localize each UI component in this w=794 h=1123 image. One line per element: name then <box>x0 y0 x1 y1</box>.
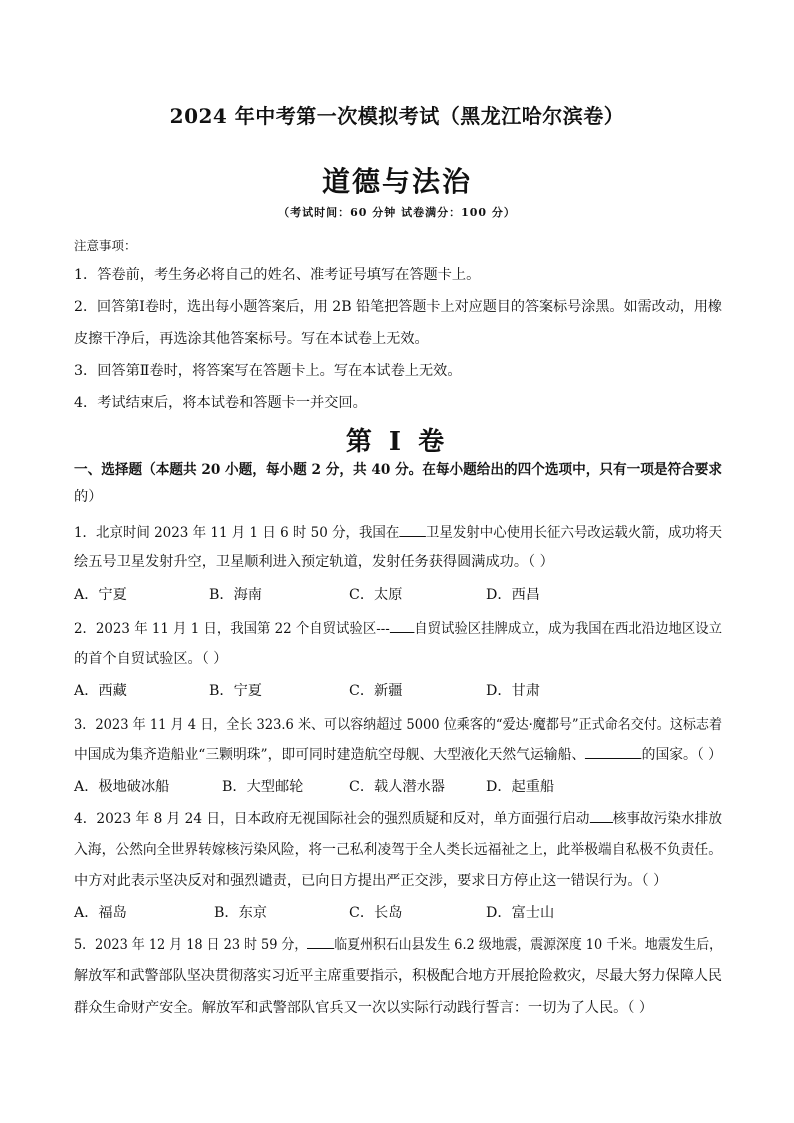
question-text: 4．2023 年 8 月 24 日，日本政府无视国际社会的强烈质疑和反对，单方面强行启动 <box>74 811 590 827</box>
option-a: A．宁夏 <box>74 587 127 603</box>
note-item: 3．回答第Ⅱ卷时，将答案写在答题卡上。写在本试卷上无效。 <box>74 363 462 379</box>
question-2-line: 的首个自贸试验区。（ ） <box>74 651 228 667</box>
section-heading-cont: 的） <box>74 489 103 505</box>
exam-info: （考试时间：60 分钟 试卷满分：100 分） <box>278 206 516 219</box>
option-c: C．新疆 <box>349 683 403 699</box>
answer-blank <box>589 810 612 823</box>
option-b: B．海南 <box>209 587 262 603</box>
question-4-line: 入海，公然向全世界转嫁核污染风险，将一己私利凌驾于全人类长远福祉之上，此举极端自私极不负责任。 <box>74 842 723 858</box>
question-3-line <box>74 746 722 764</box>
question-2-line <box>74 620 722 638</box>
question-5-line: 解放军和武警部队坚决贯彻落实习近平主席重要指示，积极配合地方开展抢险救灾，尽最大努力保障人民 <box>74 968 723 984</box>
answer-blank <box>307 936 334 949</box>
question-text: 核事故污染水排放 <box>612 811 723 827</box>
option-c: C．太原 <box>349 587 403 603</box>
subject-title: 道德与法治 <box>321 165 472 198</box>
answer-blank <box>399 524 426 537</box>
option-d: D．富士山 <box>486 905 555 921</box>
option-d: D．甘肃 <box>486 683 540 699</box>
option-d: D．西昌 <box>486 587 540 603</box>
section-heading: 一、选择题（本题共 20 小题，每小题 2 分，共 40 分。在每小题给出的四个选项中，只有一项是符合要求 <box>74 462 723 478</box>
note-item: 4．考试结束后，将本试卷和答题卡一并交回。 <box>74 395 367 411</box>
question-1-line <box>74 524 722 542</box>
question-text: 中国成为集齐造船业“三颗明珠”，即可同时建造航空母舰、大型液化天然气运输船、 <box>74 747 586 763</box>
question-4-line <box>74 810 722 828</box>
question-text: 的国家。（ ） <box>641 747 722 763</box>
option-d: D．起重船 <box>486 779 555 795</box>
option-a: A．极地破冰船 <box>74 779 170 795</box>
option-b: B．宁夏 <box>209 683 262 699</box>
option-c: C．长岛 <box>349 905 403 921</box>
question-text: 2．2023 年 11 月 1 日，我国第 22 个自贸试验区--- <box>74 621 390 637</box>
note-item: 2．回答第Ⅰ卷时，选出每小题答案后，用 2B 铅笔把答题卡上对应题目的答案标号涂黑。如需改动，用橡 <box>74 299 723 315</box>
exam-title: 2024 年中考第一次模拟考试（黑龙江哈尔滨卷） <box>169 104 625 128</box>
option-b: B．大型邮轮 <box>222 779 304 795</box>
question-4-line: 中方对此表示坚决反对和强烈谴责，已向日方提出严正交涉，要求日方停止这一错误行为。（ ） <box>74 873 668 889</box>
option-a: A．西藏 <box>74 683 127 699</box>
question-3-line: 3．2023 年 11 月 4 日，全长 323.6 米、可以容纳超过 5000 位乘客的“爱达·魔都号”正式命名交付。这标志着 <box>74 717 722 733</box>
option-c: C．载人潜水器 <box>349 779 445 795</box>
option-a: A．福岛 <box>74 905 127 921</box>
question-text: 临夏州积石山县发生 6.2 级地震，震源深度 10 千米。地震发生后， <box>334 937 723 953</box>
option-b: B．东京 <box>214 905 267 921</box>
question-1-line: 绘五号卫星发射升空，卫星顺利进入预定轨道，发射任务获得圆满成功。（ ） <box>74 554 554 570</box>
question-text: 1．北京时间 2023 年 11 月 1 日 6 时 50 分，我国在 <box>74 525 400 541</box>
answer-blank <box>390 620 415 633</box>
question-text: 自贸试验区挂牌成立，成为我国在西北沿边地区设立 <box>414 621 723 637</box>
answer-blank <box>585 746 641 759</box>
question-5-line <box>74 936 722 954</box>
question-5-line: 群众生命财产安全。解放军和武警部队官兵又一次以实际行动践行誓言：一切为了人民。（ ） <box>74 1000 654 1016</box>
notes-heading: 注意事项： <box>74 238 137 253</box>
question-text: 卫星发射中心使用长征六号改运载火箭，成功将天 <box>425 525 722 541</box>
question-text: 5．2023 年 12 月 18 日 23 时 59 分， <box>74 937 308 953</box>
note-item: 皮擦干净后，再选涂其他答案标号。写在本试卷上无效。 <box>74 331 429 347</box>
note-item: 1．答卷前，考生务必将自己的姓名、准考证号填写在答题卡上。 <box>74 267 481 283</box>
part-title: 第 I 卷 <box>345 427 449 457</box>
